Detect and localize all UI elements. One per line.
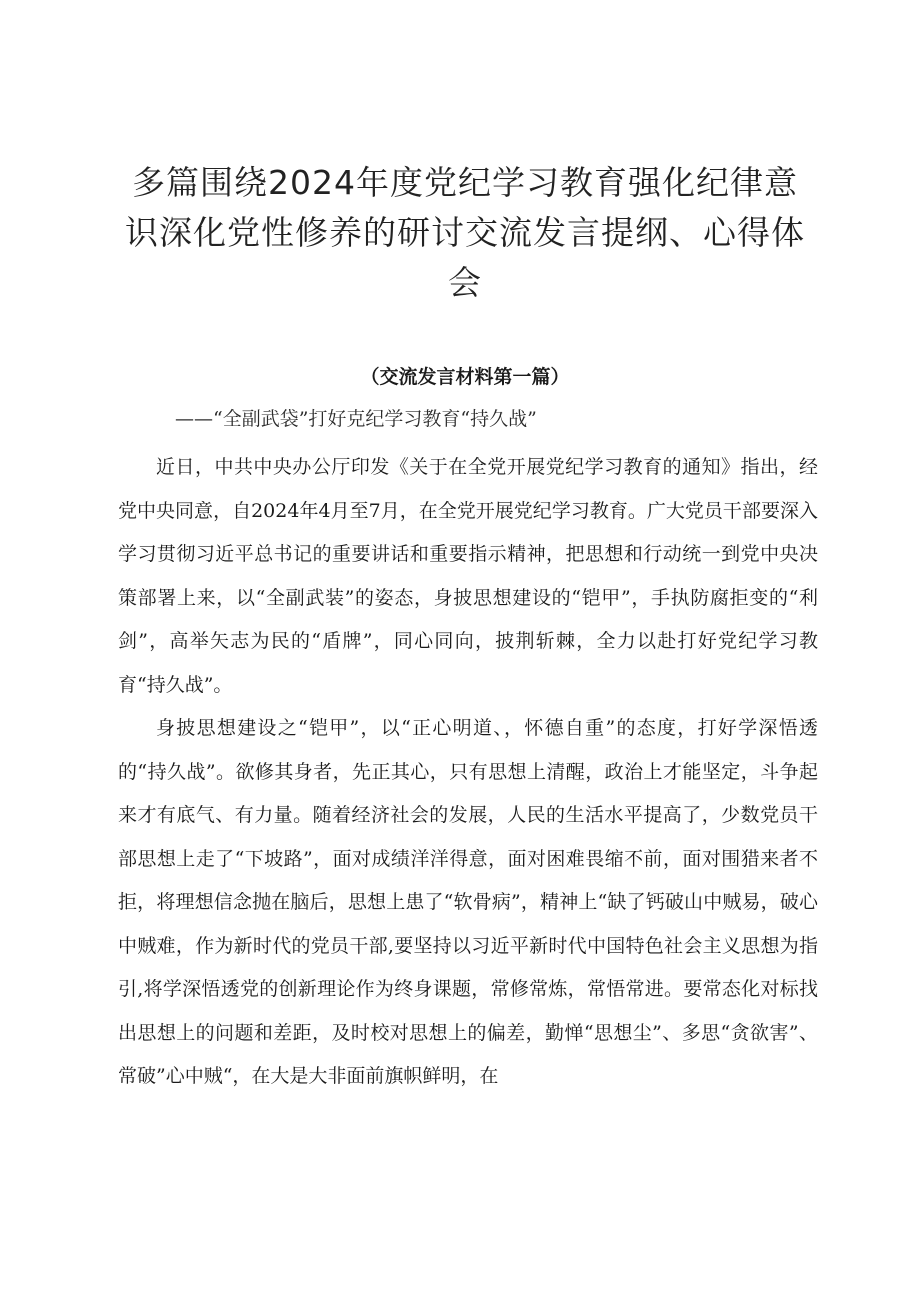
section-subtitle: ——“全副武袋”打好克纪学习教育“持久战”: [175, 408, 537, 430]
body-paragraph-2: 身披思想建设之“铠甲”，以“正心明道、，怀德自重”的态度，打好学深悟透的“持久战”。欲修其身者，先正其心，只有思想上清醒，政治上才能坚定，斗争起来才有底气、有力量。随着经济社会的发展，人民的生活水平提高了，少数党员干部思想上走了“下坡路”，面对成绩洋洋得意，面对困难畏缩不前，面对围猎来者不拒，将理想信念抛在脑后，思想上患了“软骨病”，精神上“缺了钙破山中贼易，破心中贼难，作为新时代的党员干部,要坚持以习近平新时代中国特色社会主义思想为指引,将学深悟透党的创新理论作为终身课题，常修常炼，常悟常进。要常态化对标找出思想上的问题和差距，及时校对思想上的偏差，勤惮“思想尘”、多思“贪欲害”、常破”心中贼“，在大是大非面前旗帜鲜明，在: [118, 717, 818, 1087]
body-paragraph-1: 近日，中共中央办公厅印发《关于在全党开展党纪学习教育的通知》指出，经党中央同意，自2024年4月至7月，在全党开展党纪学习教育。广大党员干部要深入学习贯彻习近平总书记的重要讲话和重要指示精神，把思想和行动统一到党中央决策部署上来，以“全副武装”的姿态，身披思想建设的“铠甲”，手执防腐拒变的“利剑”，高举矢志为民的“盾牌”，同心同向，披荆斩棘，全力以赴打好党纪学习教育“持久战”。: [118, 456, 818, 696]
section-heading: （交流发言材料第一篇）: [360, 366, 570, 388]
document-title: 多篇围绕2024年度党纪学习教育强化纪律意识深化党性修养的研讨交流发言提纲、心得体会: [125, 163, 805, 302]
